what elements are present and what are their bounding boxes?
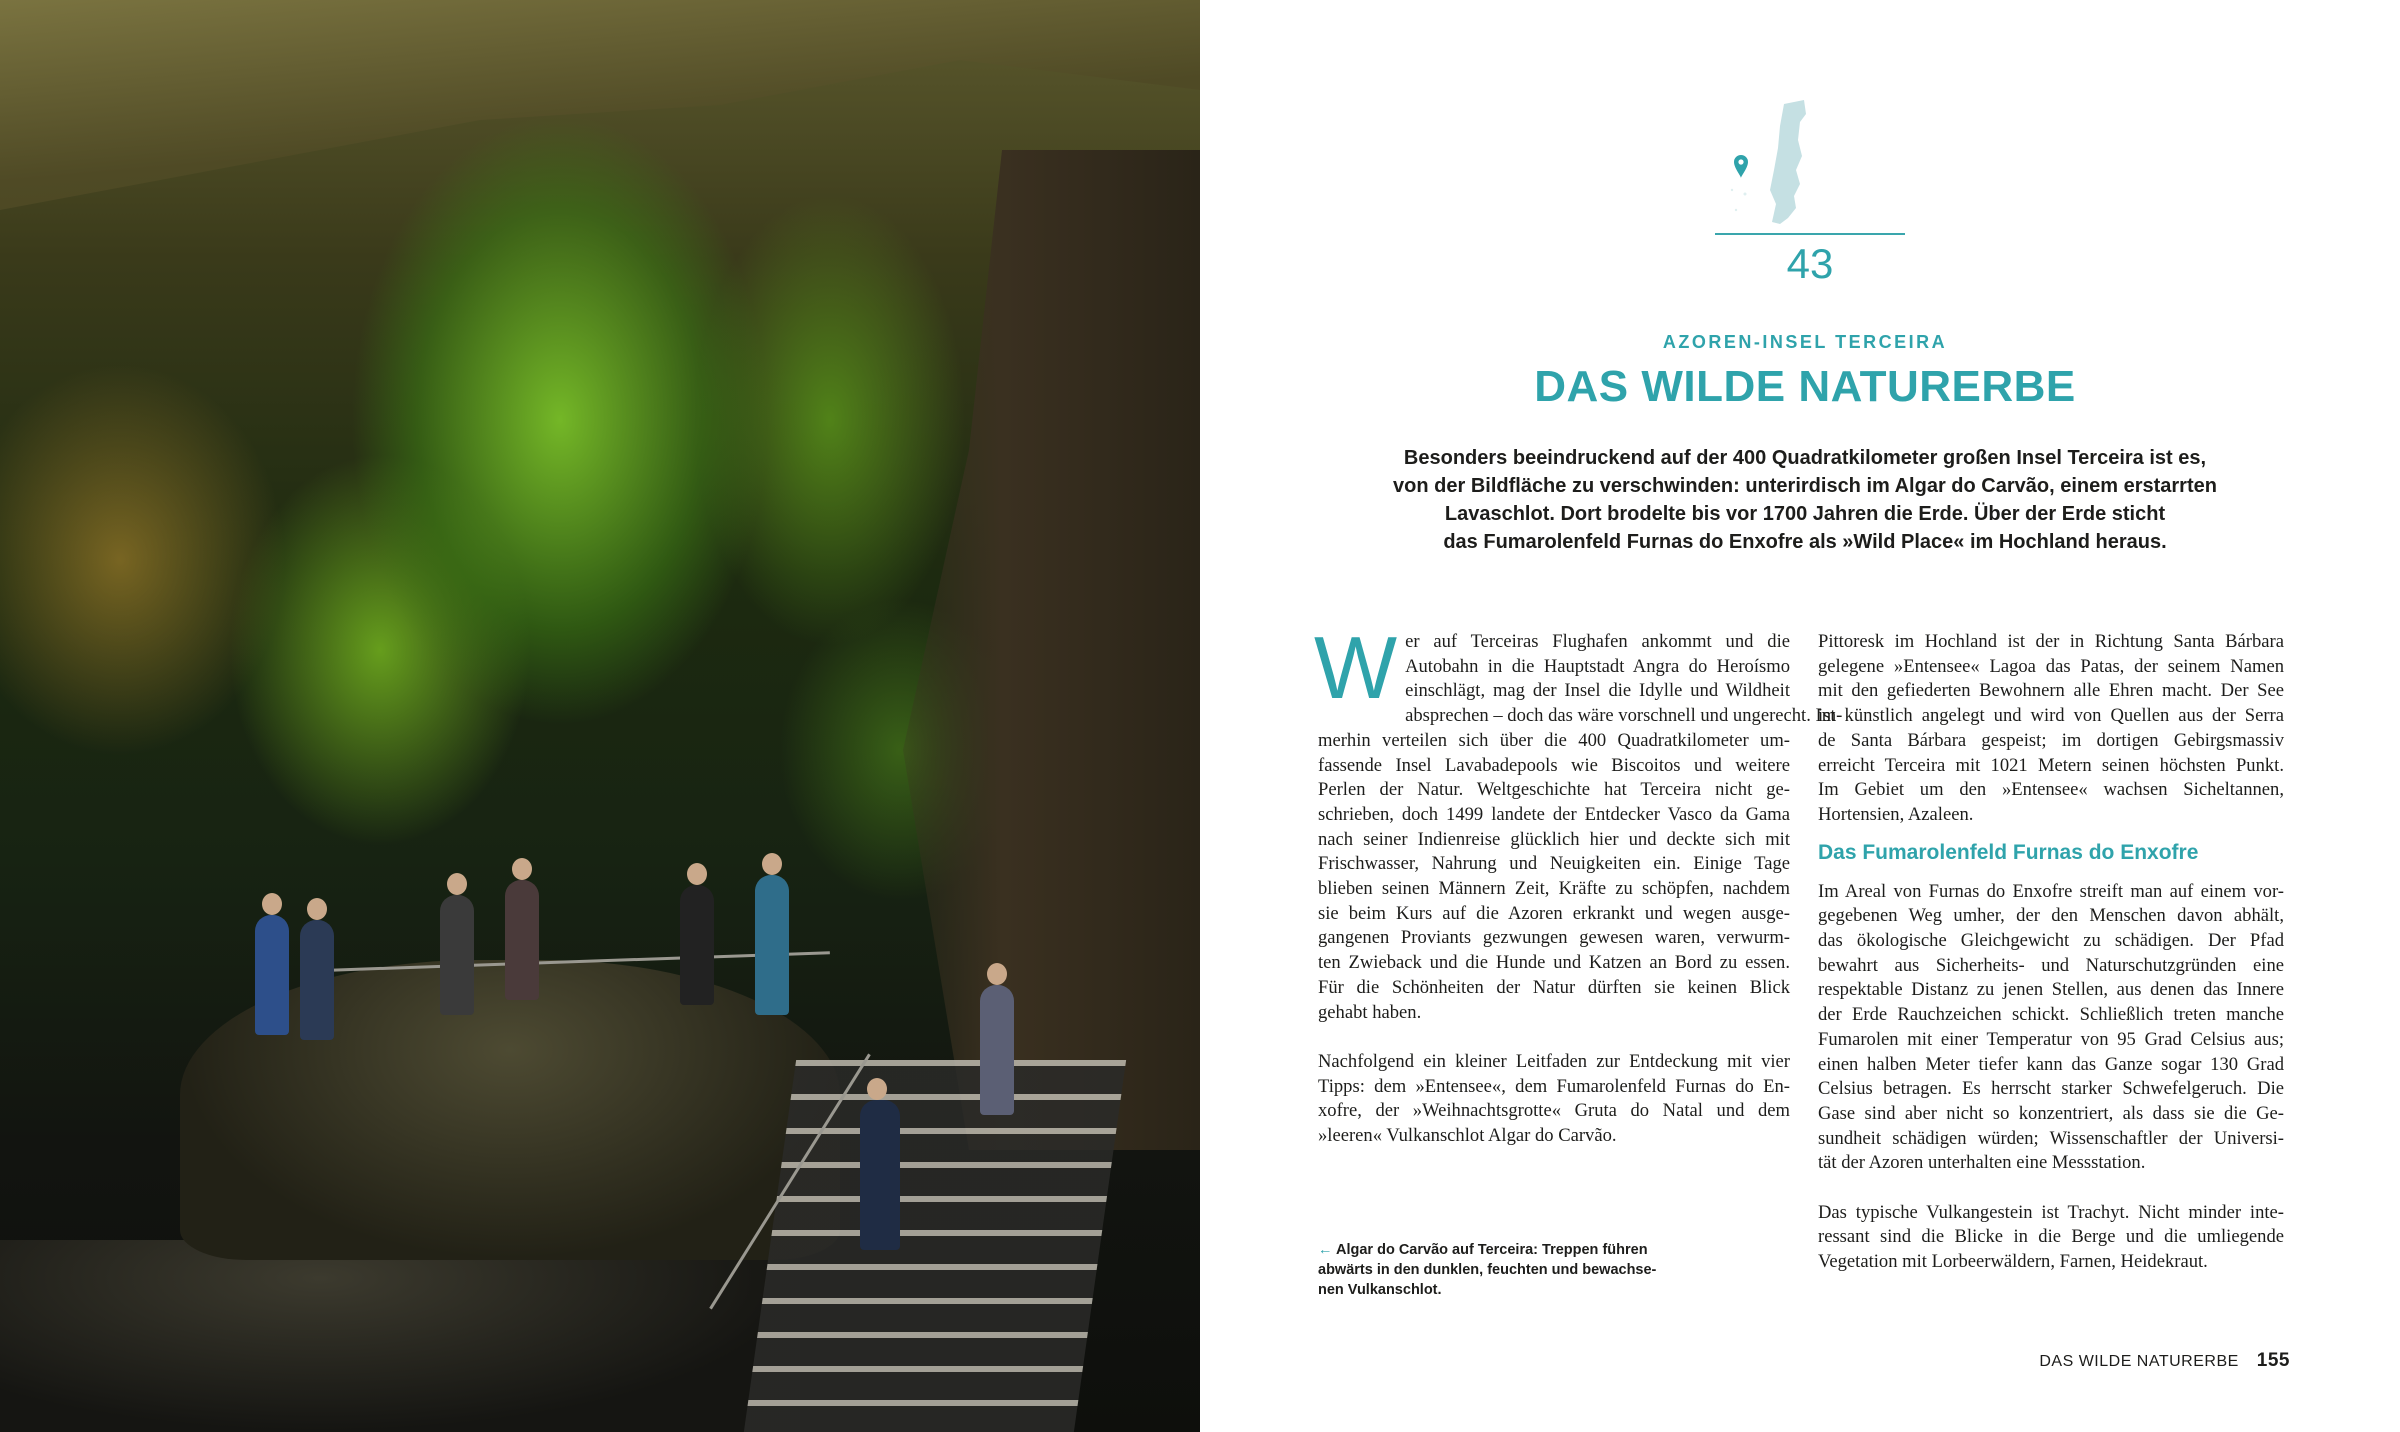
visitor	[505, 880, 539, 1000]
text-line: ressant sind die Blicke in die Berge und die umliegende	[1818, 1226, 2284, 1248]
text-column-2	[1818, 630, 2284, 1300]
text-line: xofre, der »Weihnachtsgrotte« Gruta do Natal und dem	[1318, 1100, 1790, 1122]
text-line: Pittoresk im Hochland ist der in Richtung Santa Bárbara	[1818, 631, 2284, 652]
text-line: Besonders beeindruckend auf der 400 Quadratkilometer großen Insel Terceira ist es,	[1403, 447, 2207, 469]
text-column-1	[1314, 618, 1843, 1173]
text-line: erreicht Terceira mit 1021 Metern seinen höchsten Punkt.	[1818, 754, 2284, 776]
photo-caption	[1318, 1240, 1678, 1300]
cave-floor	[0, 1240, 800, 1432]
text-line: ten Zwieback und die Hunde und Katzen an Bord zu essen.	[1318, 952, 1790, 974]
visitor	[680, 885, 714, 1005]
text-line: Für die Schönheiten der Natur dürften sie keinen Blick	[1318, 976, 1790, 998]
text-line: von der Bildfläche zu verschwinden: unterirdisch im Algar do Carvão, einem erstarrten	[1393, 475, 2217, 497]
running-title: DAS WILDE NATURERBE	[2039, 1353, 2239, 1370]
text-line: bewahrt aus Sicherheits- und Naturschutzgründen eine	[1818, 954, 2284, 976]
text-line: Autobahn in die Hauptstadt Angra do Heroísmo	[1405, 655, 1790, 677]
text-line: Lavaschlot. Dort brodelte bis vor 1700 Jahren die Erde. Über der Erde sticht	[1444, 503, 2166, 525]
text-line: Perlen der Natur. Weltgeschichte hat Terceira nicht ge-	[1318, 779, 1790, 801]
text-line: nach seiner Indienreise glücklich hier und deckte sich mit	[1318, 828, 1790, 850]
staircase	[744, 1060, 1126, 1432]
text-line: schrieben, doch 1499 landete der Entdecker Vasco da Gama	[1318, 803, 1790, 825]
text-line: »leeren« Vulkanschlot Algar do Carvão.	[1318, 1125, 1617, 1147]
text-line: sie beim Kurs auf die Azoren erkrankt und wegen ausge-	[1318, 902, 1790, 924]
text-line: Hortensien, Azaleen.	[1818, 803, 1974, 825]
text-line: er auf Terceiras Flughafen ankommt und die	[1405, 631, 1790, 652]
page-footer	[2039, 1350, 2290, 1372]
location-pin-icon	[1734, 155, 1748, 178]
text-line: der Erde Rauchzeichen schickt. Schließlich treten manche	[1818, 1004, 2284, 1026]
text-line: nen Vulkanschlot.	[1318, 1282, 1442, 1298]
portugal-map-icon	[1712, 100, 1842, 230]
text-line: abwärts in den dunklen, feuchten und bewachse-	[1318, 1262, 1657, 1278]
dropcap: W	[1314, 618, 1398, 717]
text-line: einen halben Meter tiefer kann das Ganze sogar 130 Grad	[1818, 1053, 2284, 1075]
text-line: fassende Insel Lavabadepools wie Biscoitos und weitere	[1318, 754, 1790, 776]
text-line: ist künstlich angelegt und wird von Quellen aus der Serra	[1818, 705, 2284, 727]
text-line: respektable Distanz zu jenen Stellen, aus denen das Innere	[1818, 979, 2284, 1001]
text-line: merhin verteilen sich über die 400 Quadratkilometer um-	[1318, 729, 1790, 751]
text-line: Gase sind aber nicht so konzentriert, als dass sie die Ge-	[1818, 1102, 2284, 1124]
text-line: absprechen – doch das wäre vorschnell und ungerecht. Im-	[1405, 705, 1843, 727]
text-line: Frischwasser, Nahrung und Neuigkeiten ein. Einige Tage	[1318, 853, 1790, 875]
text-line: gelegene »Entensee« Lagoa das Patas, der seinem Namen	[1818, 655, 2284, 677]
text-line: Vegetation mit Lorbeerwäldern, Farnen, Heidekraut.	[1818, 1251, 2208, 1273]
text-line: gangenen Proviants gezwungen gewesen waren, verwurm-	[1318, 927, 1790, 949]
text-line: de Santa Bárbara gespeist; im dortigen Gebirgsmassiv	[1818, 729, 2284, 751]
text-line: Fumarolen mit einer Temperatur von 95 Grad Celsius aus;	[1818, 1028, 2284, 1050]
text-line: Im Areal von Furnas do Enxofre streift man auf einem vor-	[1818, 880, 2284, 902]
text-line: Nachfolgend ein kleiner Leitfaden zur Entdeckung mit vier	[1318, 1050, 1790, 1072]
text-line: Das typische Vulkangestein ist Trachyt. Nicht minder inte-	[1818, 1201, 2284, 1223]
page-number: 155	[2256, 1350, 2290, 1371]
text-line: ← Algar do Carvão auf Terceira: Treppen führen	[1318, 1242, 1648, 1258]
text-line: Im Gebiet um den »Entensee« wachsen Sicheltannen,	[1818, 779, 2284, 801]
text-line: gegebenen Weg umher, der den Menschen davon abhält,	[1818, 905, 2284, 927]
text-line: das ökologische Gleichgewicht zu schädigen. Der Pfad	[1818, 930, 2284, 952]
visitor	[440, 895, 474, 1015]
text-line: blieben seinen Männern Zeit, Kräfte zu schöpfen, nachdem	[1318, 878, 1790, 900]
text-line: einschlägt, mag der Insel die Idylle und Wildheit	[1405, 680, 1790, 702]
text-line: tät der Azoren unterhalten eine Messstation.	[1818, 1152, 2146, 1174]
cave-wall	[870, 150, 1200, 1150]
chapter-divider	[1715, 233, 1905, 235]
text-line: Celsius betragen. Es herrscht starker Schwefelgeruch. Die	[1818, 1078, 2284, 1100]
visitor	[300, 920, 334, 1040]
chapter-number: 43	[1786, 240, 1834, 287]
subheading: Das Fumarolenfeld Furnas do Enxofre	[1818, 840, 2199, 864]
text-line: mit den gefiederten Bewohnern alle Ehren macht. Der See	[1818, 680, 2284, 702]
text-line: gehabt haben.	[1318, 1001, 1422, 1023]
visitor	[755, 875, 789, 1015]
visitor	[860, 1100, 900, 1250]
text-line: das Fumarolenfeld Furnas do Enxofre als »Wild Place« im Hochland heraus.	[1443, 531, 2167, 553]
kicker: AZOREN-INSEL TERCEIRA	[1662, 332, 1948, 352]
text-line: Tipps: dem »Entensee«, dem Fumarolenfeld Furnas do En-	[1318, 1075, 1790, 1097]
visitor	[980, 985, 1014, 1115]
intro-text	[1360, 444, 2250, 556]
visitor	[255, 915, 289, 1035]
page-title: DAS WILDE NATURERBE	[1534, 362, 2076, 411]
text-line: sundheit schädigen würden; Wissenschaftler der Universi-	[1818, 1127, 2284, 1149]
arrow-left-icon: ←	[1318, 1242, 1336, 1258]
